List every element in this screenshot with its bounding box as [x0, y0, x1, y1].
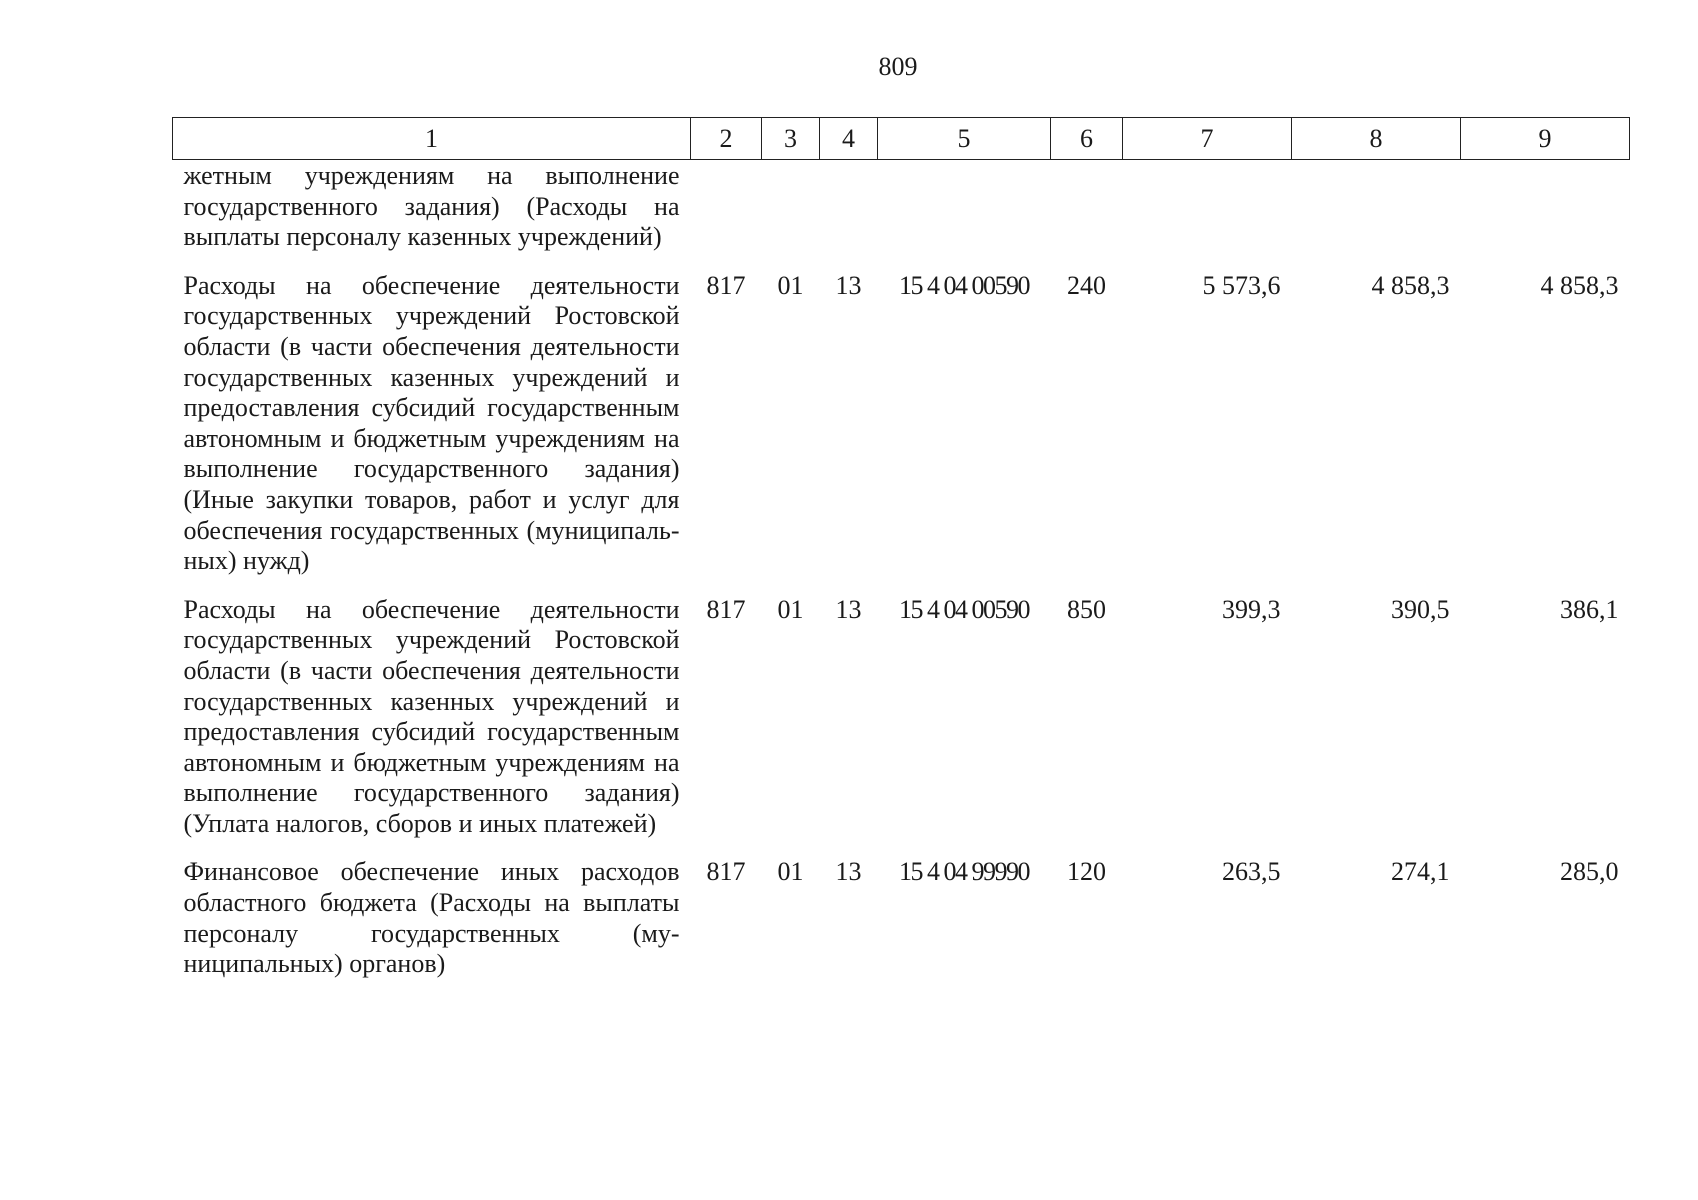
cell-amount-col9: 4 858,3: [1540, 270, 1619, 300]
cell-amount-col8: [1292, 160, 1461, 253]
cell-section: 01: [777, 594, 804, 624]
cell-subsection: 13: [835, 857, 862, 887]
table-row: [173, 253, 1630, 577]
column-header-4: 4: [820, 118, 878, 160]
row-description: Финансовое обеспечение иных расходов областного бюджета (Расходы на выплаты персоналу государственных (муниципальных) органов): [183, 857, 680, 979]
cell-amount-col7: [1123, 160, 1292, 253]
cell-target-article: 15 4 04 00590: [899, 594, 1029, 624]
cell-amount-col9: 285,0: [1560, 857, 1619, 887]
cell-ministry-code: [691, 160, 762, 253]
column-header-5: 5: [878, 118, 1051, 160]
column-header-7: 7: [1123, 118, 1292, 160]
column-header-1: 1: [173, 118, 691, 160]
cell-ministry-code: 817: [706, 594, 746, 624]
cell-section: 01: [777, 270, 804, 300]
cell-target-article: [878, 160, 1051, 253]
cell-amount-col7: 5 573,6: [1202, 270, 1281, 300]
cell-amount-col9: 386,1: [1560, 594, 1619, 624]
cell-amount-col9: [1461, 160, 1630, 253]
page-number: 809: [878, 52, 918, 81]
cell-amount-col8: 274,1: [1391, 857, 1450, 887]
cell-amount-col8: 390,5: [1391, 594, 1450, 624]
cell-subsection: 13: [835, 594, 862, 624]
cell-ministry-code: 817: [706, 857, 746, 887]
cell-amount-col8: 4 858,3: [1371, 270, 1450, 300]
column-header-9: 9: [1461, 118, 1630, 160]
cell-section: 01: [777, 857, 804, 887]
column-header-6: 6: [1051, 118, 1123, 160]
row-description: Расходы на обеспечение деятельности государственных учреждений Ростовской области (в части обеспечения деятельности государственных казенных учреждений и предоставления субсидий государственным автономным и бюджетным учреждениям на выполнение государственного задания) (Уплата налогов, сборов и иных платежей): [183, 594, 680, 838]
column-header-2: 2: [691, 118, 762, 160]
cell-ministry-code: 817: [706, 270, 746, 300]
row-description: жетным учреждениям на выполнение государственного задания) (Расходы на выплаты персоналу казенных учреждений): [183, 161, 680, 252]
cell-section: [762, 160, 820, 253]
column-header-3: 3: [762, 118, 820, 160]
budget-table: [172, 117, 1630, 980]
cell-target-article: 15 4 04 00590: [899, 270, 1029, 300]
row-description: Расходы на обеспечение деятельности государственных учреждений Ростовской области (в части обеспечения деятельности государственных казенных учреждений и предоставления субсидий государственным автономным и бюджетным учреждениям на выполнение государственного задания) (Иные закупки товаров, работ и услуг для обеспечения государственных (муниципальных) нужд): [183, 270, 680, 576]
cell-subsection: [820, 160, 878, 253]
table-row: [173, 577, 1630, 840]
cell-amount-col7: 399,3: [1222, 594, 1281, 624]
cell-expense-type: 120: [1067, 857, 1106, 887]
cell-expense-type: [1051, 160, 1123, 253]
cell-target-article: 15 4 04 99990: [899, 857, 1029, 887]
cell-amount-col7: 263,5: [1222, 857, 1281, 887]
cell-subsection: 13: [835, 270, 862, 300]
table-header-row: [173, 118, 1630, 160]
table-row: [173, 839, 1630, 979]
column-header-8: 8: [1292, 118, 1461, 160]
cell-expense-type: 240: [1067, 270, 1106, 300]
table-row: [173, 160, 1630, 253]
cell-expense-type: 850: [1067, 594, 1106, 624]
